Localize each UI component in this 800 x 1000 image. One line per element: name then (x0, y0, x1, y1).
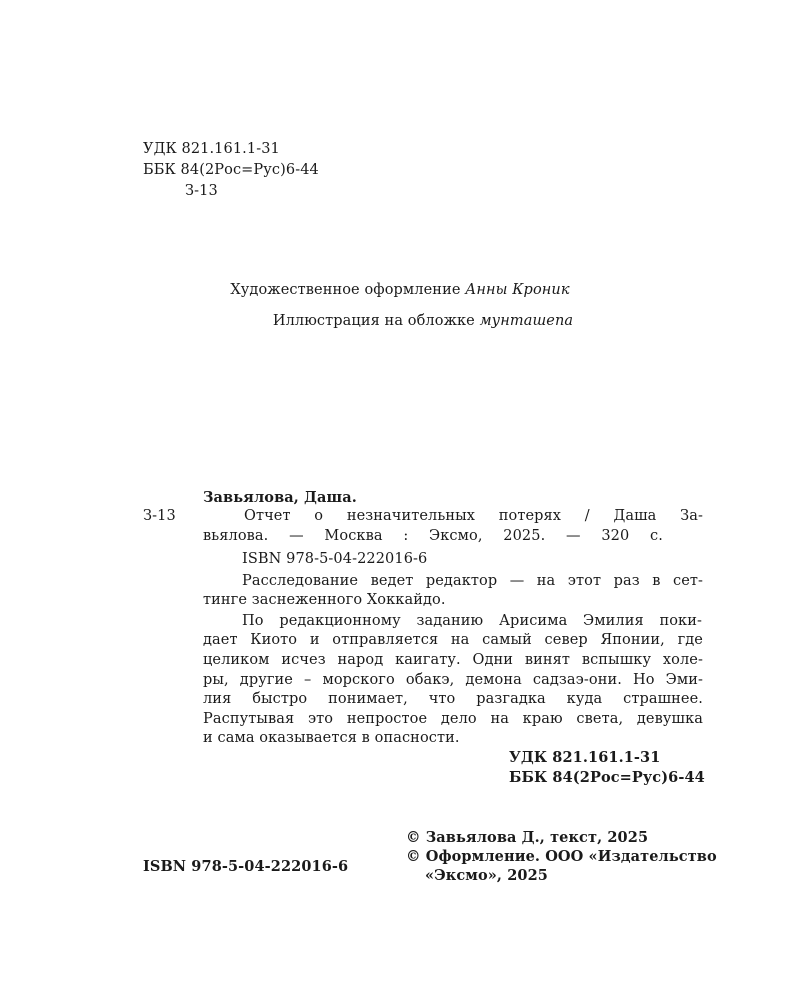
cover-credit-name: мунташепа (479, 313, 574, 329)
annotation-line-8: Распутывая это непростое дело на краю света, девушка (203, 711, 703, 727)
annotation-line-7: лия быстро понимает, что разгадка куда страшнее. (203, 691, 703, 707)
annotation-line-5: целиком исчез народ каигату. Одни винят вспышку холе- (203, 652, 703, 668)
annotation-line-9: и сама оказывается в опасности. (203, 730, 460, 746)
cover-credit-prefix: Иллюстрация на обложке (272, 313, 480, 329)
cover-credit (0, 313, 800, 329)
entry-title-line-2: вьялова. — Москва : Эксмо, 2025. — 320 с. (203, 528, 663, 544)
entry-author: Завьялова, Даша. (203, 489, 357, 506)
design-credit-prefix: Художественное оформление (230, 282, 466, 298)
top-udk: УДК 821.161.1-31 (143, 141, 280, 157)
annotation-line-1: Расследование ведет редактор — на этот раз в сет- (242, 573, 703, 589)
entry-isbn: ISBN 978-5-04-222016-6 (242, 551, 428, 567)
copyright-text: © Завьялова Д., текст, 2025 (406, 829, 649, 846)
annotation-line-3: По редакционному заданию Арисима Эмилия поки- (242, 613, 702, 629)
copyright-design: © Оформление. ООО «Издательство (406, 848, 717, 865)
design-credit (0, 282, 800, 298)
entry-title-line-1: Отчет о незначительных потерях / Даша За- (244, 508, 703, 524)
entry-code: З-13 (143, 508, 176, 524)
entry-udk: УДК 821.161.1-31 (509, 749, 661, 766)
copyright-publisher: «Эксмо», 2025 (425, 867, 548, 884)
top-bbk: ББК 84(2Рос=Рус)6-44 (143, 162, 319, 178)
entry-bbk: ББК 84(2Рос=Рус)6-44 (509, 769, 705, 786)
design-credit-name: Анны Кроник (465, 282, 570, 298)
annotation-line-4: дает Киото и отправляется на самый север Японии, где (203, 632, 703, 648)
bottom-isbn: ISBN 978-5-04-222016-6 (143, 858, 349, 875)
annotation-line-2: тинге заснеженного Хоккайдо. (203, 592, 446, 608)
top-author-code: З-13 (185, 183, 218, 199)
annotation-line-6: ры, другие – морского обакэ, демона садзаэ-они. Но Эми- (203, 672, 703, 688)
